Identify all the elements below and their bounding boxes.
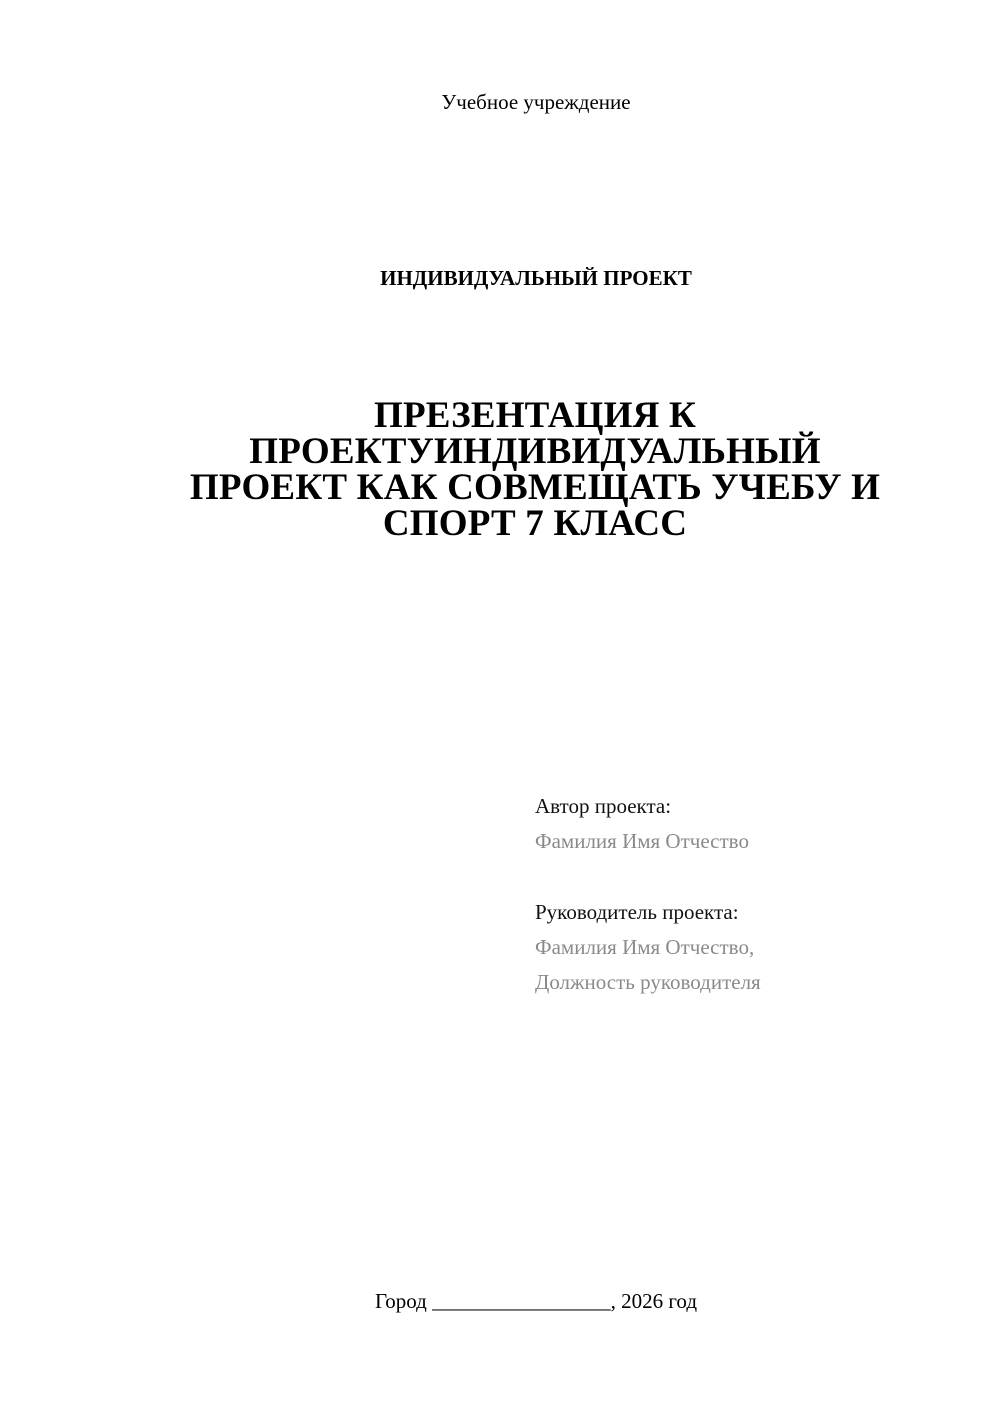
author-label: Автор проекта: [535, 794, 672, 818]
supervisor-position-placeholder: Должность руководителя [535, 970, 761, 994]
institution-name: Учебное учреждение [441, 90, 631, 114]
supervisor-name-placeholder: Фамилия Имя Отчество, [535, 935, 755, 959]
project-title-line: СПОРТ 7 КЛАСС [382, 503, 688, 544]
authors-block [535, 789, 975, 1000]
project-title-line: ПРОЕКТУИНДИВИДУАЛЬНЫЙ [249, 431, 821, 472]
supervisor-label: Руководитель проекта: [535, 900, 739, 924]
project-title-line: ПРОЕКТ КАК СОВМЕЩАТЬ УЧЕБУ И [189, 467, 881, 508]
spacer [535, 859, 975, 895]
author-name-placeholder: Фамилия Имя Отчество [535, 829, 749, 853]
project-title [160, 395, 910, 544]
city-year-line: Город _________________, 2026 год [374, 1289, 698, 1313]
project-type-heading: ИНДИВИДУАЛЬНЫЙ ПРОЕКТ [380, 266, 692, 290]
project-title-line: ПРЕЗЕНТАЦИЯ К [373, 395, 696, 436]
